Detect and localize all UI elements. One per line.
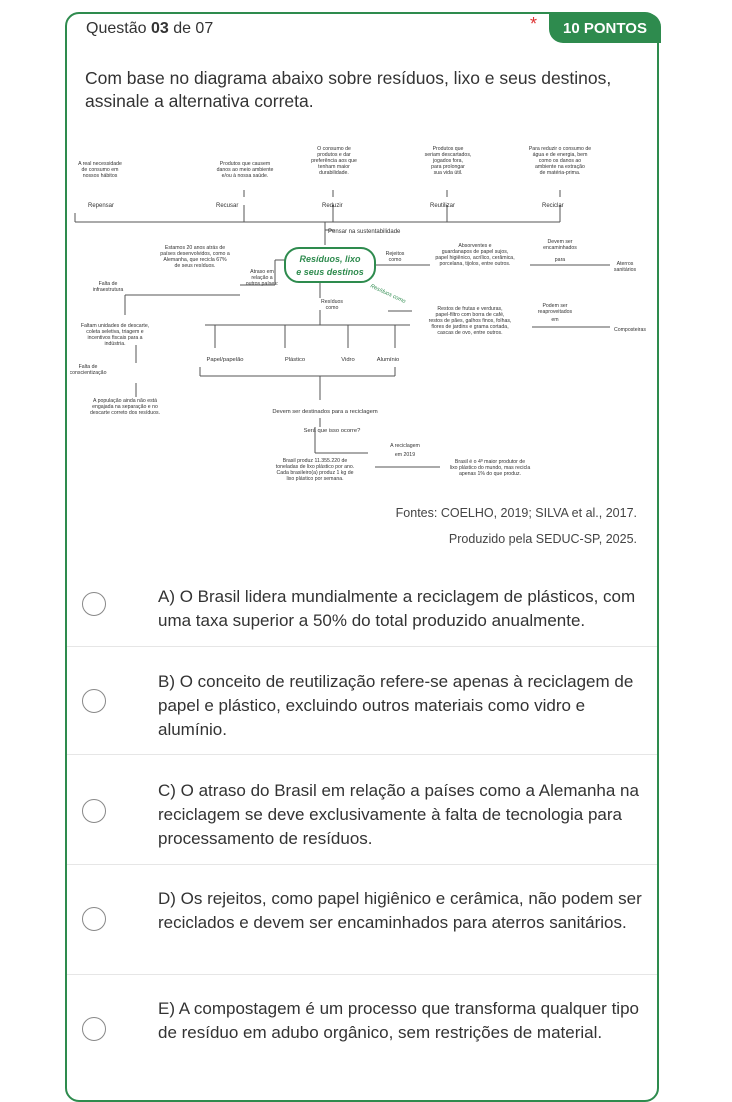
svg-text:Podem ser: Podem ser (542, 303, 568, 309)
svg-text:durabilidade.: durabilidade. (319, 170, 349, 176)
option-a-radio[interactable] (82, 592, 106, 616)
diagram-sources: Fontes: COELHO, 2019; SILVA et al., 2017. (395, 506, 637, 520)
svg-text:conscientização: conscientização (70, 370, 107, 376)
svg-text:O consumo de: O consumo de (317, 146, 351, 152)
svg-text:Faltam unidades de descarte,: Faltam unidades de descarte, (80, 323, 150, 329)
svg-text:Produtos que: Produtos que (432, 146, 464, 152)
svg-text:Plástico: Plástico (284, 357, 306, 363)
question-number: Questão 03 de 07 (86, 20, 214, 37)
svg-text:para: para (554, 257, 566, 263)
svg-text:de seus resíduos.: de seus resíduos. (174, 263, 216, 269)
svg-text:Resíduos: Resíduos (321, 299, 343, 305)
svg-text:encaminhados: encaminhados (543, 245, 577, 251)
option-c-radio[interactable] (82, 799, 106, 823)
svg-text:Restos de frutas e verduras,: Restos de frutas e verduras, (437, 306, 503, 312)
option-e-radio[interactable] (82, 1017, 106, 1041)
diagram-center-title (285, 248, 375, 282)
svg-text:indústria.: indústria. (104, 341, 126, 347)
svg-text:tenham maior: tenham maior (318, 164, 350, 170)
svg-text:em 2019: em 2019 (394, 452, 416, 458)
svg-text:infraestrutura: infraestrutura (92, 287, 124, 293)
svg-text:flores de jardins e grama cort: flores de jardins e grama cortada, (431, 324, 509, 330)
points-badge: 10 PONTOS (549, 13, 661, 43)
svg-text:Será que isso ocorre?: Será que isso ocorre? (303, 428, 361, 434)
option-b-text: B) O conceito de reutilização refere-se apenas à reciclagem de papel e plástico, excluindo outros materiais como vidro e alumínio. (158, 672, 634, 739)
svg-text:de matéria-prima.: de matéria-prima. (539, 170, 581, 176)
svg-text:Recusar: Recusar (216, 203, 239, 209)
svg-text:sua vida útil.: sua vida útil. (433, 170, 463, 176)
svg-text:danos ao meio ambiente: danos ao meio ambiente (216, 167, 274, 173)
option-a-text: A) O Brasil lidera mundialmente a reciclagem de plásticos, com uma taxa superior a 50% do total produzido anualmente. (158, 587, 636, 630)
svg-text:como: como (325, 305, 339, 311)
svg-text:coleta seletiva, triagem e: coleta seletiva, triagem e (86, 329, 144, 335)
svg-text:Reutilizar: Reutilizar (430, 203, 456, 209)
svg-text:como os danos ao: como os danos ao (538, 158, 582, 164)
svg-text:Absorventes e: Absorventes e (458, 243, 492, 249)
svg-text:Rejeitos: Rejeitos (385, 251, 405, 257)
svg-text:Brasil é o 4º maior produtor d: Brasil é o 4º maior produtor de (454, 459, 526, 465)
svg-text:nossos hábitos: nossos hábitos (82, 173, 118, 179)
required-mark: * (530, 14, 538, 34)
svg-text:Reciclar: Reciclar (542, 203, 564, 209)
svg-text:Estamos 20 anos atrás de: Estamos 20 anos atrás de (164, 245, 226, 251)
svg-text:Repensar: Repensar (88, 203, 115, 209)
svg-text:incentivos fiscais para a: incentivos fiscais para a (87, 335, 143, 341)
svg-text:Devem ser destinados para a re: Devem ser destinados para a reciclagem (272, 409, 378, 415)
svg-text:produtos e dar: produtos e dar (317, 152, 351, 158)
svg-text:descarte correto dos resíduos.: descarte correto dos resíduos. (89, 410, 161, 416)
svg-text:Resíduos, lixo: Resíduos, lixo (299, 254, 361, 264)
svg-text:A reciclagem: A reciclagem (390, 443, 420, 449)
svg-text:apenas 1% do que produz.: apenas 1% do que produz. (458, 471, 522, 477)
svg-text:Papel/papelão: Papel/papelão (206, 357, 244, 363)
svg-text:Falta de: Falta de (78, 364, 98, 370)
svg-text:A real necessidade: A real necessidade (78, 161, 122, 167)
svg-text:sanitários: sanitários (613, 267, 637, 273)
svg-text:preferência aos que: preferência aos que (311, 158, 357, 164)
svg-text:Vidro: Vidro (341, 357, 355, 363)
option-d[interactable] (67, 864, 657, 974)
svg-text:Pensar na sustentabilidade: Pensar na sustentabilidade (328, 229, 401, 235)
option-a[interactable] (67, 572, 657, 646)
svg-text:papel higiênico, acrílico, cer: papel higiênico, acrílico, cerâmica, (435, 255, 515, 261)
svg-text:lixo plástico por semana.: lixo plástico por semana. (286, 476, 344, 482)
svg-text:Falta de: Falta de (98, 281, 118, 287)
svg-text:ambiente na extração: ambiente na extração (535, 164, 585, 170)
svg-text:engajada na separação e no: engajada na separação e no (92, 404, 158, 410)
svg-text:Brasil produz 11.355.220 de: Brasil produz 11.355.220 de (282, 458, 348, 464)
svg-text:outros países:: outros países: (245, 281, 279, 287)
svg-text:Alumínio: Alumínio (376, 357, 400, 363)
svg-text:e seus destinos: e seus destinos (296, 267, 364, 277)
svg-text:Reduzir: Reduzir (322, 203, 343, 209)
svg-text:Alemanha, que recicla 67%: Alemanha, que recicla 67% (163, 257, 227, 263)
option-c[interactable] (67, 754, 657, 864)
svg-text:como: como (388, 257, 402, 263)
svg-text:relação a: relação a (251, 275, 273, 281)
svg-text:e/ou à nossa saúde.: e/ou à nossa saúde. (221, 173, 269, 179)
svg-text:Aterros: Aterros (616, 261, 634, 267)
svg-text:países desenvolvidos, como a: países desenvolvidos, como a (160, 251, 230, 257)
option-d-text: D) Os rejeitos, como papel higiênico e cerâmica, não podem ser reciclados e devem ser encaminhados para aterros sanitários. (158, 889, 642, 932)
svg-text:papel-filtro com borra de café: papel-filtro com borra de café, (435, 312, 505, 318)
svg-text:lixo plástico do mundo, mas re: lixo plástico do mundo, mas recicla (449, 465, 531, 471)
svg-text:de consumo em: de consumo em (81, 167, 119, 173)
svg-text:água e de energia, bem: água e de energia, bem (532, 152, 588, 158)
svg-text:guardanapos de papel sujos,: guardanapos de papel sujos, (441, 249, 509, 255)
svg-text:em: em (551, 317, 559, 323)
option-b[interactable] (67, 646, 657, 754)
svg-text:jogados fora,: jogados fora, (433, 158, 463, 164)
diagram-credit: Produzido pela SEDUC-SP, 2025. (448, 532, 637, 546)
option-e[interactable] (67, 974, 657, 1081)
svg-text:toneladas de lixo plástico por: toneladas de lixo plástico por ano. (275, 464, 355, 470)
option-e-text: E) A compostagem é um processo que transforma qualquer tipo de resíduo em adubo orgânico, sem restrições de material. (158, 999, 639, 1042)
waste-diagram (70, 135, 660, 505)
svg-text:para prolongar: para prolongar (431, 164, 465, 170)
svg-text:reaproveitados: reaproveitados (537, 309, 573, 315)
svg-text:cascas de ovo, entre outros.: cascas de ovo, entre outros. (437, 330, 503, 336)
svg-text:restos de pães, galhos finos,: restos de pães, galhos finos, folhas, (428, 318, 512, 324)
svg-text:seriam descartados,: seriam descartados, (424, 152, 472, 158)
svg-text:Produtos que causem: Produtos que causem (219, 161, 271, 167)
svg-text:Devem ser: Devem ser (547, 239, 573, 245)
svg-text:Atraso em: Atraso em (250, 269, 274, 275)
svg-text:A população ainda não está: A população ainda não está (92, 398, 158, 404)
svg-text:Para reduzir o consumo de: Para reduzir o consumo de (528, 146, 592, 152)
option-b-radio[interactable] (82, 689, 106, 713)
question-prompt: Com base no diagrama abaixo sobre resíduos, lixo e seus destinos, assinale a alternativa correta. (85, 68, 612, 111)
svg-text:Cada brasileiro(a) produz 1 kg: Cada brasileiro(a) produz 1 kg de (276, 470, 354, 476)
tag-residuos-como: Resíduos como (369, 283, 407, 305)
option-d-radio[interactable] (82, 907, 106, 931)
option-c-text: C) O atraso do Brasil em relação a países como a Alemanha na reciclagem se deve exclusivamente à falta de tecnologia para processamento de resíduos. (158, 781, 639, 848)
svg-text:porcelana, tijolos, entre outr: porcelana, tijolos, entre outros. (439, 261, 511, 267)
svg-text:Composteiras: Composteiras (613, 327, 647, 333)
